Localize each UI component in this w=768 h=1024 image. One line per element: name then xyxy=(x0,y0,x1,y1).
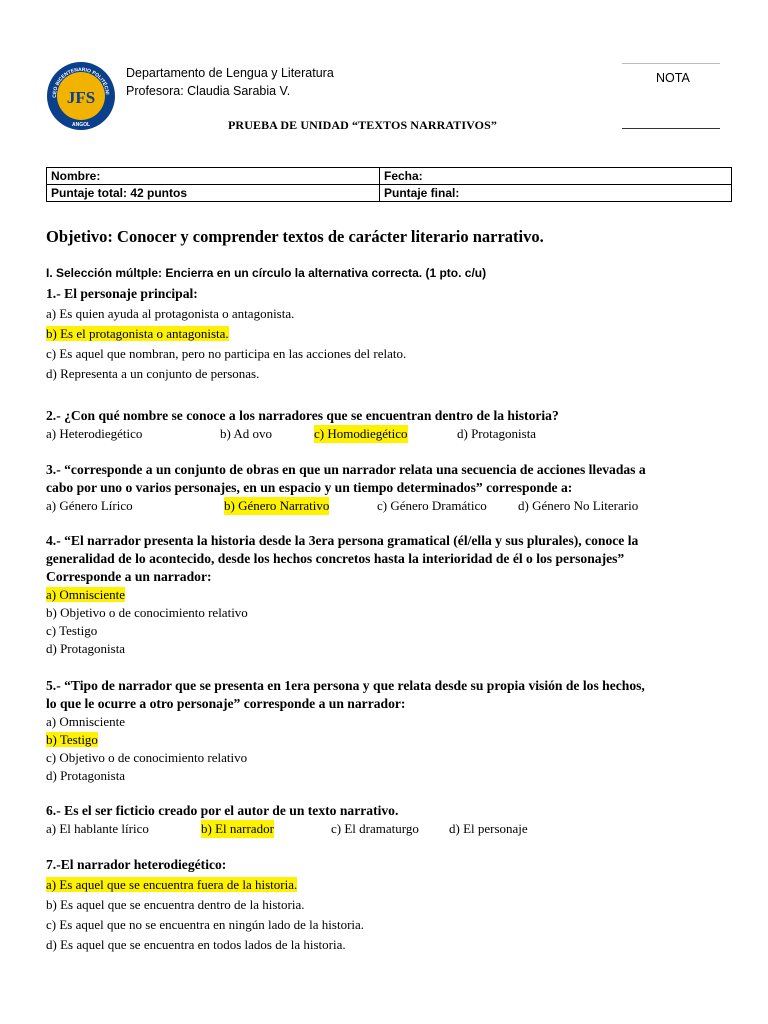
question-stem: 2.- ¿Con qué nombre se conoce a los narradores que se encuentran dentro de la historia? xyxy=(46,408,559,423)
option-b-correct[interactable]: b) El narrador xyxy=(201,821,274,836)
option-a[interactable]: a) Heterodiegético xyxy=(46,426,143,441)
logo-city: ANGOL xyxy=(71,122,91,128)
option-c-correct[interactable]: c) Homodiegético xyxy=(314,426,408,441)
stem-line: generalidad de lo acontecido, desde los hechos concretos hasta la interioridad de él o los personajes” xyxy=(46,551,625,566)
teacher-name: Profesora: Claudia Sarabia V. xyxy=(126,84,291,98)
student-info-table xyxy=(46,167,732,202)
option-c[interactable]: c) Testigo xyxy=(46,623,98,638)
stem-line: lo que le ocurre a otro personaje” corresponde a un narrador: xyxy=(46,696,406,711)
logo-initials: JFS xyxy=(66,88,96,107)
option-c[interactable]: c) Es aquel que no se encuentra en ningún lado de la historia. xyxy=(46,917,365,932)
objective: Objetivo: Conocer y comprender textos de carácter literario narrativo. xyxy=(46,227,544,246)
option-b-correct[interactable]: b) Género Narrativo xyxy=(224,498,330,513)
option-d[interactable]: d) Protagonista xyxy=(46,768,126,783)
option-a[interactable]: a) El hablante lírico xyxy=(46,821,149,836)
question-6 xyxy=(46,802,736,839)
question-stem: 6.- Es el ser ficticio creado por el autor de un texto narrativo. xyxy=(46,803,399,818)
stem-line: cabo por uno o varios personajes, en un espacio y un tiempo determinados” corresponde a: xyxy=(46,480,573,495)
question-stem: 1.- El personaje principal: xyxy=(46,286,198,301)
department-name: Departamento de Lengua y Literatura xyxy=(126,66,334,80)
stem-line: 5.- “Tipo de narrador que se presenta en 1era persona y que relata desde su propia visión de los hechos, xyxy=(46,678,645,693)
option-a-correct[interactable]: a) Es aquel que se encuentra fuera de la historia. xyxy=(46,877,298,892)
option-b[interactable]: b) Es aquel que se encuentra dentro de la historia. xyxy=(46,897,305,912)
question-1 xyxy=(46,285,736,384)
grade-label: NOTA xyxy=(656,71,690,85)
option-d[interactable]: d) El personaje xyxy=(449,821,528,836)
question-stem xyxy=(46,461,736,497)
svg-text:LICEO BICENTENARIO POLITÉCNICO: CEO BICENTENARIO POLITÉCNI xyxy=(51,66,110,98)
date-field[interactable]: Fecha: xyxy=(380,168,732,185)
option-a-correct[interactable]: a) Omnisciente xyxy=(46,587,126,602)
option-b-correct[interactable]: b) Es el protagonista o antagonista. xyxy=(46,326,229,341)
option-c[interactable]: c) El dramaturgo xyxy=(331,821,419,836)
question-5 xyxy=(46,677,736,785)
option-a[interactable]: a) Omnisciente xyxy=(46,714,126,729)
question-2 xyxy=(46,407,736,444)
stem-line: 3.- “corresponde a un conjunto de obras en que un narrador relata una secuencia de acciones llevadas a xyxy=(46,462,646,477)
option-d[interactable]: d) Protagonista xyxy=(457,426,537,441)
total-score-cell: Puntaje total: 42 puntos xyxy=(47,185,380,202)
name-field[interactable]: Nombre: xyxy=(47,168,380,185)
question-7 xyxy=(46,856,736,955)
stem-line: Corresponde a un narrador: xyxy=(46,569,212,584)
option-c[interactable]: c) Género Dramático xyxy=(377,498,487,513)
option-d[interactable]: d) Género No Literario xyxy=(518,498,639,513)
question-stem xyxy=(46,532,736,586)
option-b-correct[interactable]: b) Testigo xyxy=(46,732,98,747)
question-3 xyxy=(46,461,736,516)
option-c[interactable]: c) Objetivo o de conocimiento relativo xyxy=(46,750,248,765)
stem-line: 4.- “El narrador presenta la historia desde la 3era persona gramatical (él/ella y sus plurales), conoce la xyxy=(46,533,639,548)
option-c[interactable]: c) Es aquel que nombran, pero no participa en las acciones del relato. xyxy=(46,346,407,361)
option-b[interactable]: b) Objetivo o de conocimiento relativo xyxy=(46,605,248,620)
section-heading: I. Selección múltple: Encierra en un círculo la alternativa correcta. (1 pto. c/u) xyxy=(46,266,487,280)
grade-field-line[interactable] xyxy=(622,128,720,129)
option-d[interactable]: d) Protagonista xyxy=(46,641,126,656)
option-a[interactable]: a) Género Lírico xyxy=(46,498,133,513)
option-d[interactable]: d) Es aquel que se encuentra en todos lados de la historia. xyxy=(46,937,346,952)
option-a[interactable]: a) Es quien ayuda al protagonista o antagonista. xyxy=(46,306,295,321)
question-stem xyxy=(46,677,736,713)
question-stem: 7.-El narrador heterodiegético: xyxy=(46,857,227,872)
option-b[interactable]: b) Ad ovo xyxy=(220,426,272,441)
header-info xyxy=(126,64,334,100)
question-4 xyxy=(46,532,736,658)
option-d[interactable]: d) Representa a un conjunto de personas. xyxy=(46,366,260,381)
grade-box-top-rule xyxy=(622,63,720,64)
school-seal-icon xyxy=(46,60,116,132)
final-score-field[interactable]: Puntaje final: xyxy=(380,185,732,202)
exam-title: PRUEBA DE UNIDAD “TEXTOS NARRATIVOS” xyxy=(228,118,497,132)
